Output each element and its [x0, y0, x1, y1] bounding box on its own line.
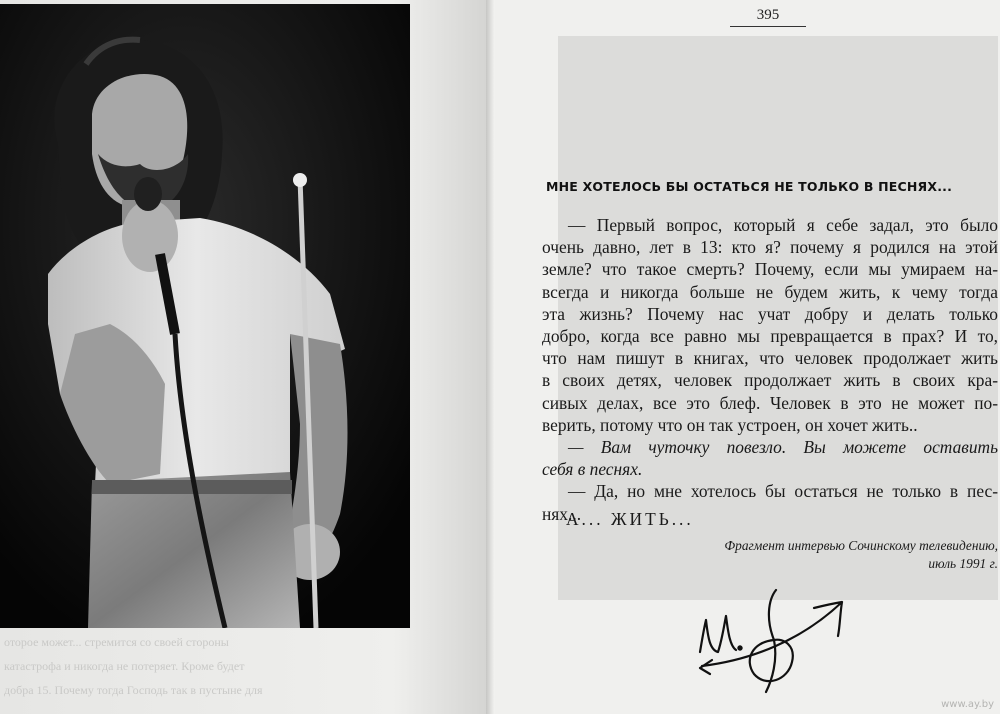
chapter-heading: МНЕ ХОТЕЛОСЬ БЫ ОСТАТЬСЯ НЕ ТОЛЬКО В ПЕСНЯХ...: [546, 179, 953, 194]
singer-photo: [0, 4, 410, 628]
page-number: 395: [730, 7, 806, 27]
text-line: земле? что такое смерть? Почему, если мы умираем на-: [542, 259, 998, 280]
text-line: себя в песнях.: [542, 459, 643, 480]
watermark: www.ay.by: [941, 699, 994, 710]
interview-text: [542, 214, 998, 525]
source-caption: [578, 537, 998, 573]
text-line: эта жизнь? Почему нас учат добру и делать только: [542, 303, 998, 324]
closing-line: А... ЖИТЬ...: [566, 509, 694, 529]
text-line: всегда и никогда больше не будем жить, к чему тогда: [542, 281, 998, 302]
text-line: — Вам чуточку повезло. Вы можете оставить: [568, 437, 998, 458]
text-line: сивых делах, все это блеф. Человек в это не может по-: [542, 392, 998, 413]
left-page: [0, 0, 492, 714]
right-page: [496, 0, 1000, 714]
bleed-through-text: [4, 630, 404, 702]
text-line: очень давно, лет в 13: кто я? почему я родился на этой: [542, 237, 998, 258]
bleed-line: оторое может... стремится со своей стороны: [4, 635, 229, 649]
text-line: — Да, но мне хотелось бы остаться не только в пес-: [568, 481, 998, 502]
question-paragraph: [542, 436, 998, 480]
text-line: в своих детях, человек продолжает жить в своих кра-: [542, 370, 998, 391]
text-line: верить, потому что он так устроен, он хочет жить..: [542, 414, 918, 435]
caption-line: Фрагмент интервью Сочинскому телевидению,: [724, 538, 998, 553]
text-line: добро, когда все равно мы превращается в прах? И то,: [542, 326, 998, 347]
text-line: нях...: [542, 503, 582, 524]
text-line: — Первый вопрос, который я себе задал, это было: [568, 215, 998, 235]
bleed-line: катастрофа и никогда не потеряет. Кроме будет: [4, 659, 245, 673]
text-line: что нам пишут в книгах, что человек продолжает жить: [542, 348, 998, 369]
answer-paragraph: [542, 214, 998, 436]
handwritten-signature: [692, 580, 862, 705]
bleed-line: добра 15. Почему тогда Господь так в пустыне для: [4, 683, 263, 697]
caption-line: июль 1991 г.: [928, 556, 998, 571]
